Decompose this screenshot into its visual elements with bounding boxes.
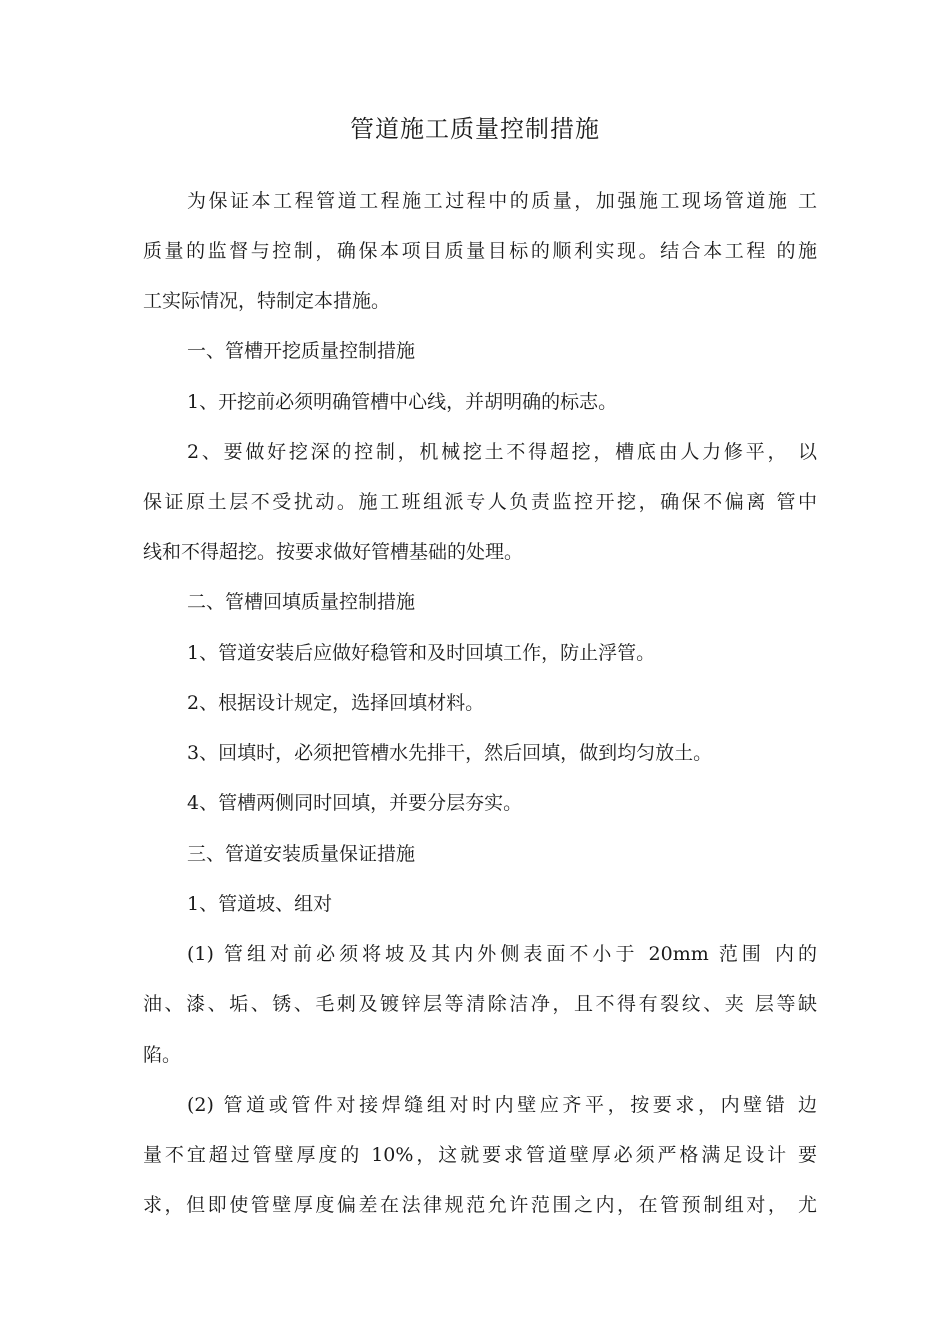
document-title: 管道施工质量控制措施 [350,115,600,143]
paragraph-line: 为保证本工程管道工程施工过程中的质量，加强施工现场管道施 工 [187,190,817,212]
paragraph-line: 线和不得超挖。按要求做好管槽基础的处理。 [143,541,524,563]
paragraph-line: 质量的监督与控制，确保本项目质量目标的顺利实现。结合本工程 的施 [143,240,817,262]
paragraph-line: 求，但即使管壁厚度偏差在法律规范允许范围之内，在管预制组对， 尤 [143,1194,817,1216]
list-item: 3、回填时，必须把管槽水先排干，然后回填，做到均匀放土。 [187,742,713,764]
list-item: 1、开挖前必须明确管槽中心线，并胡明确的标志。 [187,391,618,413]
list-item: 1、管道坡、组对 [187,893,333,915]
section-heading: 一、管槽开挖质量控制措施 [187,340,416,362]
list-item: (1) 管组对前必须将坡及其内外侧表面不小于 20mm 范围 内的 [187,943,817,965]
list-item: 1、管道安装后应做好稳管和及时回填工作，防止浮管。 [187,642,656,664]
list-item: (2) 管道或管件对接焊缝组对时内壁应齐平，按要求，内壁错 边 [187,1094,817,1116]
paragraph-line: 工实际情况，特制定本措施。 [143,290,391,312]
list-item: 2、根据设计规定，选择回填材料。 [187,692,485,714]
paragraph-line: 油、漆、垢、锈、毛刺及镀锌层等清除洁净，且不得有裂纹、夹 层等缺 [143,993,817,1015]
paragraph-line: 保证原土层不受扰动。施工班组派专人负责监控开挖，确保不偏离 管中 [143,491,817,513]
section-heading: 三、管道安装质量保证措施 [187,843,416,865]
list-item: 2、要做好挖深的控制，机械挖土不得超挖，槽底由人力修平， 以 [187,441,817,463]
list-item: 4、管槽两侧同时回填，并要分层夯实。 [187,792,523,814]
paragraph-line: 陷。 [143,1044,182,1066]
paragraph-line: 量不宜超过管壁厚度的 10%，这就要求管道壁厚必须严格满足设计 要 [143,1144,817,1166]
section-heading: 二、管槽回填质量控制措施 [187,591,416,613]
